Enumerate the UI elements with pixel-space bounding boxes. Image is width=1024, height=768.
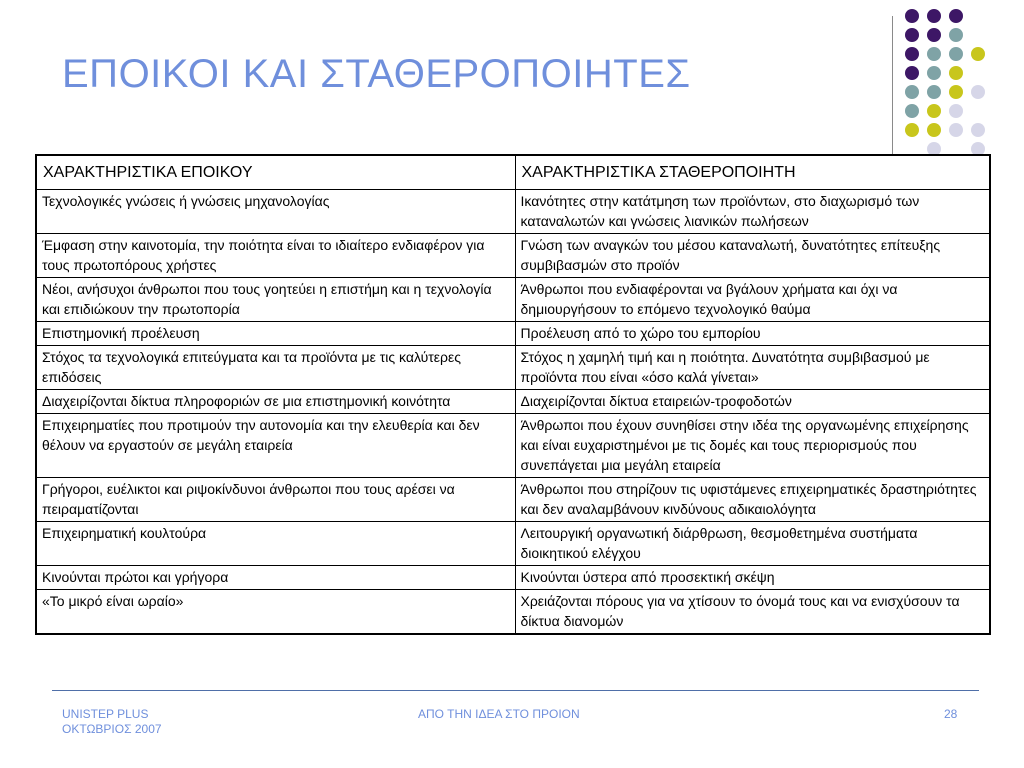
stabilizer-trait-cell: Προέλευση από το χώρο του εμπορίου	[515, 322, 990, 346]
decorative-dot	[971, 47, 985, 61]
footer-date: ΟΚΤΩΒΡΙΟΣ 2007	[62, 722, 162, 736]
decorative-dot	[905, 104, 919, 118]
table-row	[36, 390, 990, 414]
decorative-dot	[949, 9, 963, 23]
decorative-dot	[949, 47, 963, 61]
decorative-dot	[971, 85, 985, 99]
table-row	[36, 522, 990, 566]
settler-trait-cell: Κινούνται πρώτοι και γρήγορα	[36, 566, 515, 590]
table-header-row	[36, 155, 990, 190]
header-settler: ΧΑΡΑΚΤΗΡΙΣΤΙΚΑ ΕΠΟΙΚΟΥ	[36, 155, 515, 190]
stabilizer-trait-cell: Διαχειρίζονται δίκτυα εταιρειών-τροφοδοτών	[515, 390, 990, 414]
decorative-vertical-line	[892, 16, 893, 162]
decorative-dot	[949, 28, 963, 42]
footer-divider	[52, 690, 979, 691]
stabilizer-trait-cell: Στόχος η χαμηλή τιμή και η ποιότητα. Δυνατότητα συμβιβασμού με προϊόντα που είναι «όσο καλά γίνεται»	[515, 346, 990, 390]
table-row	[36, 478, 990, 522]
stabilizer-trait-cell: Άνθρωποι που έχουν συνηθίσει στην ιδέα της οργανωμένης επιχείρησης και είναι ευχαριστημένοι με τις δομές και τους περιορισμούς που συνεπάγεται μια μεγάλη εταιρεία	[515, 414, 990, 478]
settler-trait-cell: Νέοι, ανήσυχοι άνθρωποι που τους γοητεύει η επιστήμη και η τεχνολογία και επιδιώκουν την πρωτοπορία	[36, 278, 515, 322]
table-row	[36, 234, 990, 278]
decorative-dot	[927, 104, 941, 118]
footer-center-title: ΑΠΟ ΤΗΝ ΙΔΕΑ ΣΤΟ ΠΡΟΙΟΝ	[418, 707, 580, 721]
comparison-table	[35, 154, 991, 635]
settler-trait-cell: Επιχειρηματίες που προτιμούν την αυτονομία και την ελευθερία και δεν θέλουν να εργαστούν σε μεγάλη εταιρεία	[36, 414, 515, 478]
decorative-dot	[927, 47, 941, 61]
footer-left	[62, 707, 162, 737]
footer-page-number: 28	[944, 707, 958, 721]
table-row	[36, 190, 990, 234]
decorative-dot	[927, 123, 941, 137]
settler-trait-cell: Επιστημονική προέλευση	[36, 322, 515, 346]
decorative-dot	[971, 123, 985, 137]
settler-trait-cell: Στόχος τα τεχνολογικά επιτεύγματα και τα προϊόντα με τις καλύτερες επιδόσεις	[36, 346, 515, 390]
stabilizer-trait-cell: Γνώση των αναγκών του μέσου καταναλωτή, δυνατότητες επίτευξης συμβιβασμών στο προϊόν	[515, 234, 990, 278]
stabilizer-trait-cell: Κινούνται ύστερα από προσεκτική σκέψη	[515, 566, 990, 590]
decorative-dot	[905, 123, 919, 137]
decorative-dot	[949, 104, 963, 118]
header-stabilizer: ΧΑΡΑΚΤΗΡΙΣΤΙΚΑ ΣΤΑΘΕΡΟΠΟΙΗΤΗ	[515, 155, 990, 190]
table-row	[36, 566, 990, 590]
settler-trait-cell: Έμφαση στην καινοτομία, την ποιότητα είναι το ιδιαίτερο ενδιαφέρον για τους πρωτοπόρους χρήστες	[36, 234, 515, 278]
decorative-dot	[927, 85, 941, 99]
decorative-dot	[949, 66, 963, 80]
slide-title: ΕΠΟΙΚΟΙ ΚΑΙ ΣΤΑΘΕΡΟΠΟΙΗΤΕΣ	[62, 52, 691, 96]
settler-trait-cell: Γρήγοροι, ευέλικτοι και ριψοκίνδυνοι άνθρωποι που τους αρέσει να πειραματίζονται	[36, 478, 515, 522]
table-row	[36, 322, 990, 346]
table-row	[36, 278, 990, 322]
decorative-dot	[927, 28, 941, 42]
footer-organization: UNISTEP PLUS	[62, 707, 149, 721]
stabilizer-trait-cell: Λειτουργική οργανωτική διάρθρωση, θεσμοθετημένα συστήματα διοικητικού ελέγχου	[515, 522, 990, 566]
settler-trait-cell: Διαχειρίζονται δίκτυα πληροφοριών σε μια επιστημονική κοινότητα	[36, 390, 515, 414]
table-row	[36, 414, 990, 478]
decorative-dot	[905, 66, 919, 80]
stabilizer-trait-cell: Άνθρωποι που ενδιαφέρονται να βγάλουν χρήματα και όχι να δημιουργήσουν το επόμενο τεχνολογικό θαύμα	[515, 278, 990, 322]
decorative-dot	[949, 85, 963, 99]
decorative-dot	[905, 47, 919, 61]
table-row	[36, 346, 990, 390]
decorative-dot	[927, 9, 941, 23]
settler-trait-cell: Τεχνολογικές γνώσεις ή γνώσεις μηχανολογίας	[36, 190, 515, 234]
decorative-dot	[949, 123, 963, 137]
decorative-dot	[905, 28, 919, 42]
stabilizer-trait-cell: Άνθρωποι που στηρίζουν τις υφιστάμενες επιχειρηματικές δραστηριότητες και δεν αναλαμβάνουν κινδύνους αδικαιολόγητα	[515, 478, 990, 522]
decorative-dot	[905, 9, 919, 23]
settler-trait-cell: «Το μικρό είναι ωραίο»	[36, 590, 515, 635]
settler-trait-cell: Επιχειρηματική κουλτούρα	[36, 522, 515, 566]
stabilizer-trait-cell: Ικανότητες στην κατάτμηση των προϊόντων, στο διαχωρισμό των καταναλωτών και γνώσεις λιανικών πωλήσεων	[515, 190, 990, 234]
decorative-dot	[905, 85, 919, 99]
stabilizer-trait-cell: Χρειάζονται πόρους για να χτίσουν το όνομά τους και να ενισχύσουν τα δίκτυα διανομών	[515, 590, 990, 635]
table-row	[36, 590, 990, 635]
decorative-dot	[927, 66, 941, 80]
